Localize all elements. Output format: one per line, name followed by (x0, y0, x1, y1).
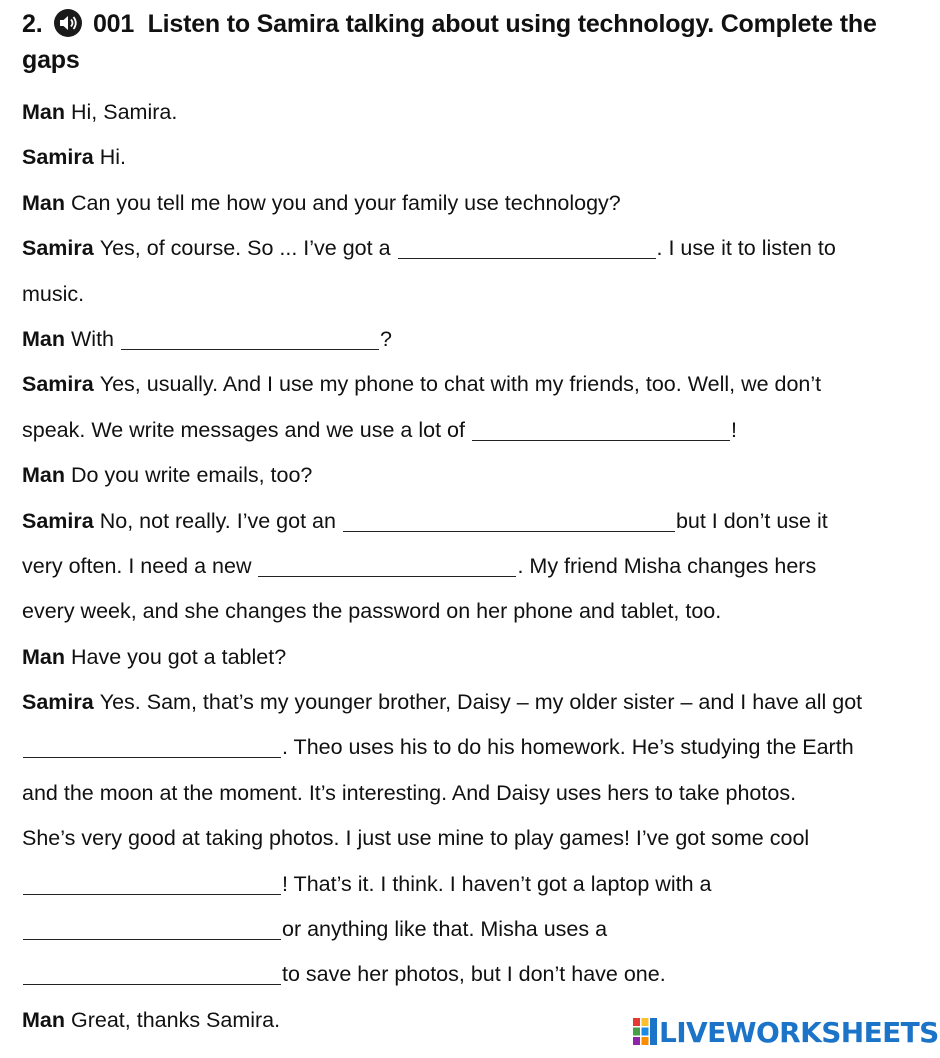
line-text: She’s very good at taking photos. I just use mine to play games! I’ve got some cool (22, 826, 810, 851)
speaker-name: Samira (22, 372, 94, 397)
dialogue-line (22, 317, 927, 362)
speaker-name: Man (22, 326, 65, 351)
line-text-after: to save her photos, but I don’t have one. (282, 962, 666, 987)
gap-3[interactable] (472, 418, 730, 441)
line-text: Yes, of course. So ... I’ve got a (99, 236, 391, 261)
line-text: very often. I need a new (22, 553, 252, 578)
line-text: With (71, 326, 114, 351)
line-text-after: ! (730, 417, 737, 442)
dialogue-line (22, 272, 927, 317)
speaker-name: Samira (22, 236, 94, 261)
speaker-name: Man (22, 190, 65, 215)
dialogue-line (22, 226, 927, 271)
dialogue-line (22, 499, 927, 544)
line-text: Hi, Samira. (71, 100, 178, 124)
line-text-after: . Theo uses his to do his homework. He’s studying the Earth (282, 735, 854, 760)
gap-5[interactable] (258, 554, 516, 577)
speaker-name: Man (22, 1007, 65, 1032)
gap-2[interactable] (121, 327, 379, 350)
dialogue-line (22, 408, 927, 453)
speaker-name: Man (22, 100, 65, 124)
brand-name: LIVEWORKSHEETS (659, 1015, 939, 1049)
dialogue-line (22, 589, 927, 634)
line-text-after: or anything like that. Misha uses a (282, 917, 608, 942)
dialogue-line (22, 725, 927, 770)
line-text: Hi. (99, 145, 126, 170)
liveworksheets-logo[interactable] (632, 1015, 939, 1049)
line-text-after: . My friend Misha changes hers (517, 553, 817, 578)
speaker-name: Man (22, 644, 65, 669)
gap-4[interactable] (343, 509, 675, 532)
speaker-name: Samira (22, 145, 94, 170)
exercise-instruction: Listen to Samira talking about using technology. Complete the gaps (22, 10, 877, 74)
line-text: Yes, usually. And I use my phone to chat with my friends, too. Well, we don’t (99, 372, 822, 397)
audio-speaker-icon[interactable] (53, 8, 83, 38)
liveworksheets-logo-icon (632, 1017, 658, 1047)
audio-track-code: 001 (92, 10, 135, 38)
dialogue-line (22, 453, 927, 498)
dialogue-line (22, 862, 927, 907)
dialogue-line (22, 771, 927, 816)
dialogue-line (22, 544, 927, 589)
speaker-name: Man (22, 463, 65, 488)
line-text: Have you got a tablet? (71, 644, 287, 669)
line-text: and the moon at the moment. It’s interesting. And Daisy uses hers to take photos. (22, 780, 797, 805)
line-text-after: . I use it to listen to (656, 236, 836, 261)
dialogue-line (22, 816, 927, 861)
dialogue-line (22, 635, 927, 680)
line-text-after: ? (379, 326, 392, 351)
dialogue-line (22, 362, 927, 407)
line-text: Yes. Sam, that’s my younger brother, Daisy – my older sister – and I have all got (99, 690, 863, 715)
dialogue-line (22, 952, 927, 997)
worksheet-page (22, 6, 927, 1043)
dialogue-line (22, 181, 927, 226)
line-text: every week, and she changes the password on her phone and tablet, too. (22, 599, 722, 624)
line-text-after: but I don’t use it (675, 508, 828, 533)
exercise-title (22, 6, 927, 78)
gap-1[interactable] (398, 236, 656, 259)
gap-6[interactable] (23, 735, 281, 758)
line-text: No, not really. I’ve got an (99, 508, 336, 533)
line-text: music. (22, 281, 85, 306)
dialogue (22, 90, 927, 1043)
dialogue-line (22, 907, 927, 952)
gap-8[interactable] (23, 917, 281, 940)
line-text: Do you write emails, too? (71, 463, 313, 488)
gap-7[interactable] (23, 872, 281, 895)
dialogue-line (22, 135, 927, 180)
line-text: Can you tell me how you and your family use technology? (71, 190, 621, 215)
gap-9[interactable] (23, 962, 281, 985)
speaker-name: Samira (22, 690, 94, 715)
line-text: Great, thanks Samira. (71, 1007, 281, 1032)
dialogue-line (22, 680, 927, 725)
exercise-number: 2. (22, 10, 43, 38)
speaker-name: Samira (22, 508, 94, 533)
dialogue-line (22, 90, 927, 135)
line-text: speak. We write messages and we use a lot of (22, 417, 465, 442)
line-text-after: ! That’s it. I think. I haven’t got a laptop with a (282, 871, 712, 896)
